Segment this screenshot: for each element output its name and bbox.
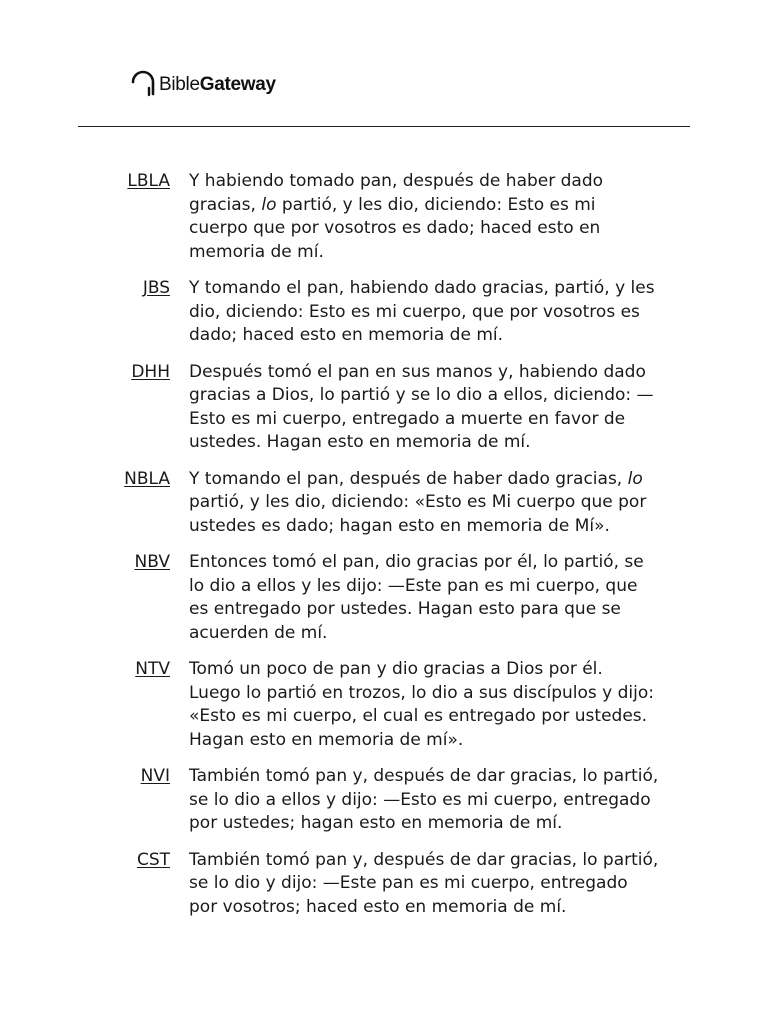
verse-text	[189, 849, 659, 920]
verse-text	[189, 551, 659, 645]
verse-italic-segment: lo	[627, 468, 643, 489]
version-link-dhh[interactable]: DHH	[131, 361, 170, 382]
logo-wordmark	[159, 75, 276, 94]
verse-entry	[0, 551, 768, 645]
header-divider	[78, 126, 690, 127]
verse-entry	[0, 277, 768, 348]
logo-wordmark-gateway: Gateway	[199, 73, 276, 95]
version-link-nvi[interactable]: NVI	[140, 766, 170, 786]
version-link-cst[interactable]: CST	[136, 849, 170, 870]
verse-entry	[0, 765, 768, 836]
biblegateway-logo-icon	[130, 67, 156, 99]
verse-text	[189, 361, 659, 455]
verse-segment: partió, y les dio, diciendo: Esto es mi cuerpo que por vosotros es dado; haced esto en memoria de mí.	[189, 194, 601, 262]
version-link-nbla[interactable]: NBLA	[124, 468, 170, 489]
version-link-ntv[interactable]: NTV	[135, 659, 170, 679]
verse-text	[189, 658, 659, 752]
verse-segment: Y tomando el pan, después de haber dado gracias,	[189, 468, 628, 489]
biblegateway-logo[interactable]	[130, 66, 276, 100]
verse-text	[189, 170, 659, 264]
verse-segment: Y habiendo tomado pan, después de haber dado gracias,	[189, 171, 604, 215]
verse-entry	[0, 170, 768, 264]
verse-text	[189, 468, 659, 539]
version-link-lbla[interactable]: LBLA	[127, 171, 170, 191]
verse-segment: partió, y les dio, diciendo: «Esto es Mi cuerpo que por ustedes es dado; hagan esto en memoria de Mí».	[189, 492, 647, 536]
verse-segment: Entonces tomó el pan, dio gracias por él, lo partió, se lo dio a ellos y les dijo: —Este pan es mi cuerpo, que es entregado por ustedes. Hagan esto para que se acuerden de mí.	[189, 552, 644, 643]
version-link-jbs[interactable]: JBS	[142, 278, 170, 298]
verse-segment: Tomó un poco de pan y dio gracias a Dios por él. Luego lo partió en trozos, lo dio a sus discípulos y dijo: «Esto es mi cuerpo, el cual es entregado por ustedes. Hagan esto en memoria de mí».	[189, 659, 655, 750]
version-link-nbv[interactable]: NBV	[134, 552, 170, 572]
verse-segment: También tomó pan y, después de dar gracias, lo partió, se lo dio a ellos y dijo: —Esto es mi cuerpo, entregado por ustedes; hagan esto en memoria de mí.	[189, 766, 659, 833]
verse-text	[189, 765, 659, 836]
verse-entry	[0, 361, 768, 455]
verse-comparison-list	[0, 170, 768, 932]
verse-entry	[0, 849, 768, 920]
verse-italic-segment: lo	[261, 194, 277, 215]
verse-segment: Y tomando el pan, habiendo dado gracias, partió, y les dio, diciendo: Esto es mi cuerpo, que por vosotros es dado; haced esto en memoria de mí.	[189, 278, 655, 345]
verse-entry	[0, 468, 768, 539]
verse-entry	[0, 658, 768, 752]
verse-segment: Después tomó el pan en sus manos y, habiendo dado gracias a Dios, lo partió y se lo dio a ellos, diciendo: —Esto es mi cuerpo, entregado a muerte en favor de ustedes. Hagan esto en memoria de mí.	[189, 361, 654, 452]
logo-wordmark-bible: Bible	[159, 73, 200, 95]
verse-segment: También tomó pan y, después de dar gracias, lo partió, se lo dio y dijo: —Este pan es mi cuerpo, entregado por vosotros; haced esto en memoria de mí.	[189, 849, 659, 917]
verse-text	[189, 277, 659, 348]
